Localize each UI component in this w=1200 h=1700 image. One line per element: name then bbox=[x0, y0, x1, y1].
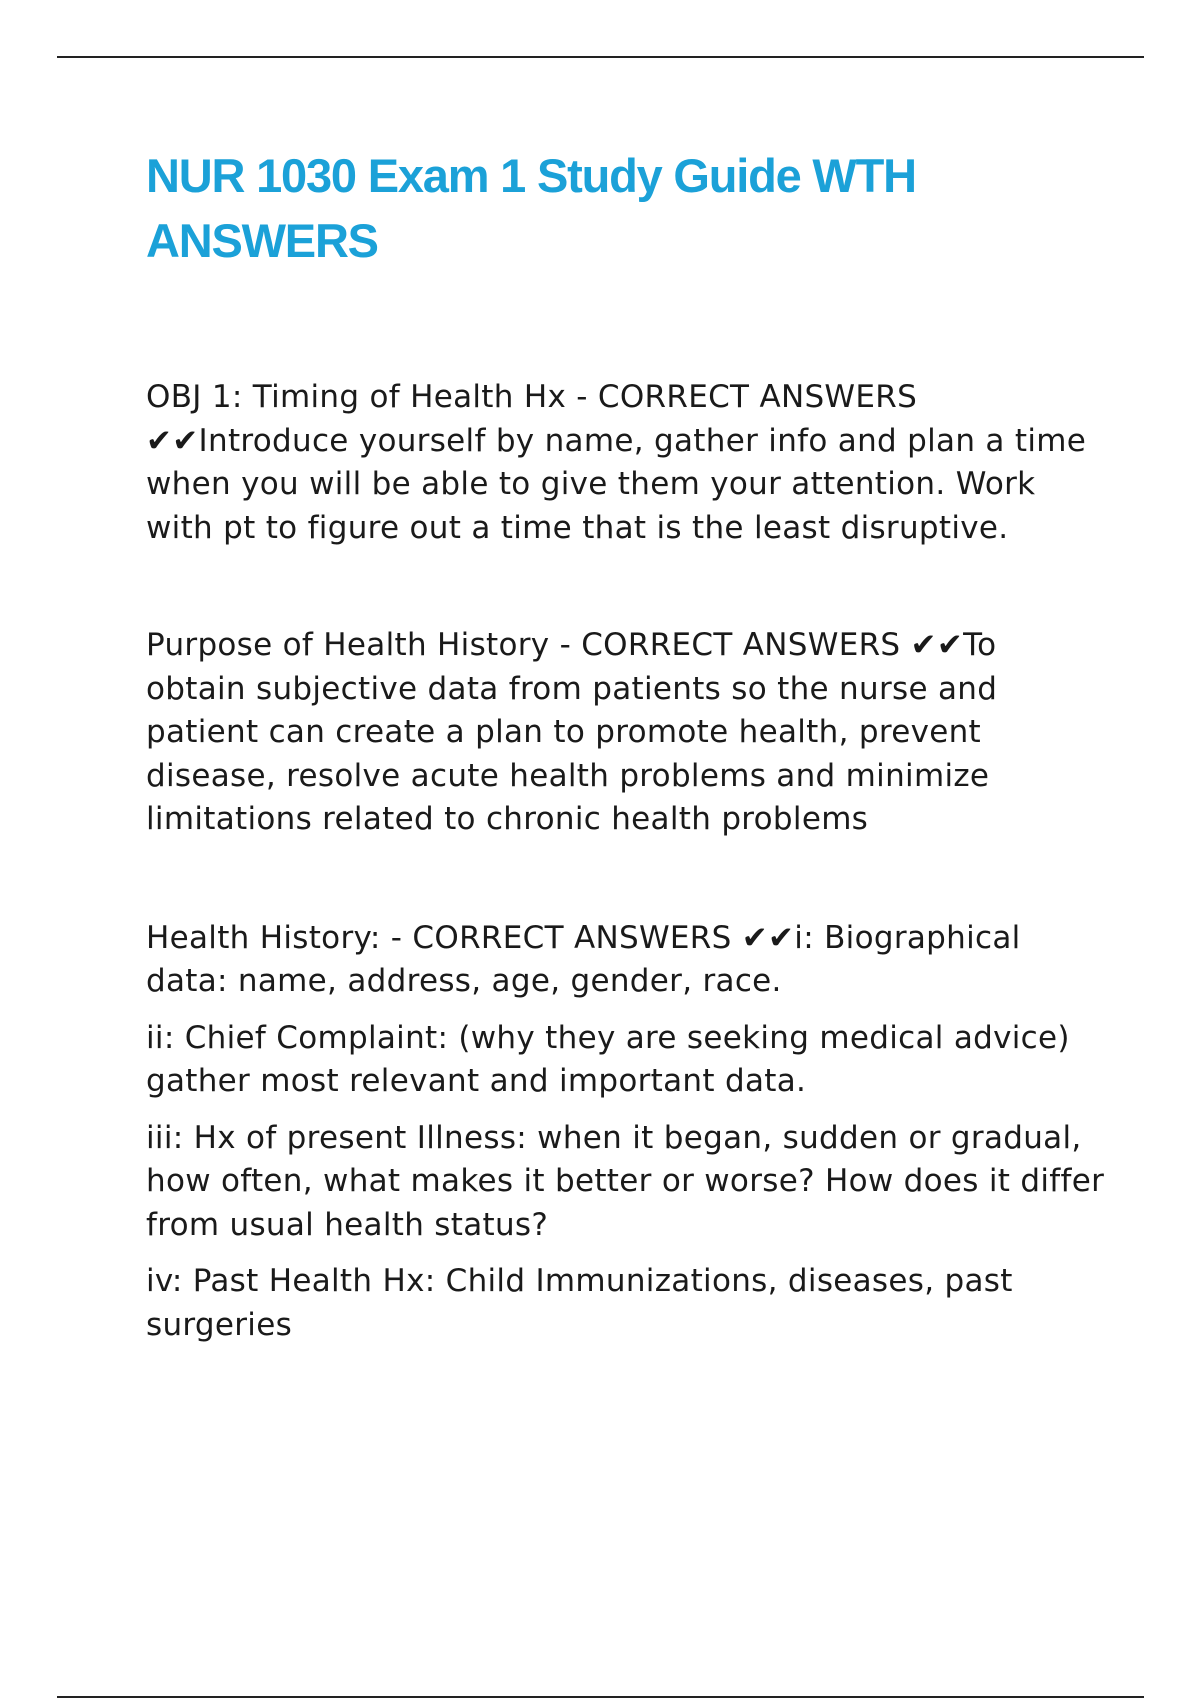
subitem-chief-complaint: ii: Chief Complaint: (why they are seeking medical advice) gather most relevant and important data. bbox=[146, 1019, 1091, 1099]
entry-text: Purpose of Health History - CORRECT ANSWERS ✔✔To obtain subjective data from patients so the nurse and patient can create a plan to promote health, prevent disease, resolve acute health problems and minimize limitations related to chronic health problems bbox=[146, 627, 998, 837]
entry-text: OBJ 1: Timing of Health Hx - CORRECT ANSWERS ✔✔Introduce yourself by name, gather info and plan a time when you will be able to give them your attention. Work with pt to figure out a time that is the least disruptive. bbox=[146, 379, 1087, 546]
subitem-present-illness: iii: Hx of present Illness: when it began, sudden or gradual, how often, what makes it better or worse? How does it differ from usual health status? bbox=[146, 1119, 1105, 1243]
title-line-2: ANSWERS bbox=[146, 214, 378, 267]
qa-entries bbox=[146, 376, 1106, 1347]
qa-entry-purpose bbox=[146, 624, 1106, 842]
qa-entry-health-history bbox=[146, 917, 1106, 1348]
top-divider bbox=[57, 56, 1144, 58]
title-line-1: NUR 1030 Exam 1 Study Guide WTH bbox=[146, 149, 916, 202]
document-body bbox=[146, 143, 1106, 1347]
entry-text: Health History: - CORRECT ANSWERS ✔✔i: Biographical data: name, address, age, gender, race. bbox=[146, 919, 1021, 999]
bottom-divider bbox=[57, 1696, 1144, 1698]
qa-entry-timing bbox=[146, 376, 1106, 550]
subitem-past-health: iv: Past Health Hx: Child Immunizations, diseases, past surgeries bbox=[146, 1263, 1013, 1343]
document-title bbox=[146, 143, 1106, 273]
